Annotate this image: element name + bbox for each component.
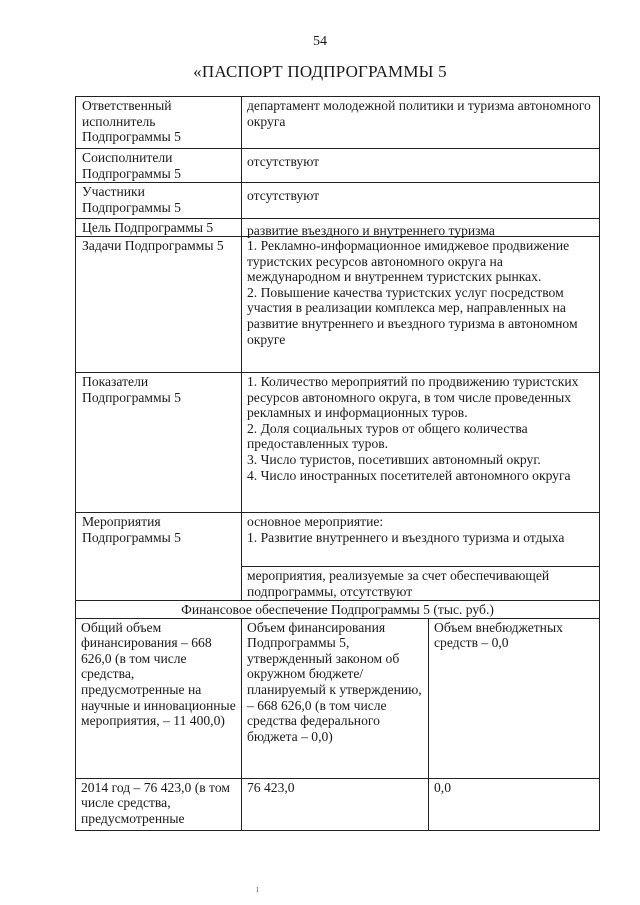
row-label: Показатели Подпрограммы 5: [76, 373, 242, 513]
row-value: [242, 149, 600, 183]
row-value: [242, 513, 600, 567]
finance-heading: Финансовое обеспечение Подпрограммы 5 (тыс. руб.): [76, 601, 600, 619]
row-value: мероприятия, реализуемые за счет обеспечивающей подпрограммы, отсутствуют: [242, 567, 600, 601]
finance-offbudget-cell: Объем внебюджетных средств – 0,0: [429, 618, 600, 778]
finance-heading-row: [76, 601, 600, 619]
indicator-item: 3. Число туристов, посетивших автономный округ.: [247, 451, 541, 467]
row-value-text: отсутствуют: [247, 188, 320, 203]
indicator-item: 4. Число иностранных посетителей автономного округа: [247, 467, 571, 483]
row-value: [242, 219, 600, 237]
row-responsible: [76, 97, 600, 149]
row-value: [242, 183, 600, 219]
row-label: Соисполнители Подпрограммы 5: [76, 149, 242, 183]
row-label: Участники Подпрограммы 5: [76, 183, 242, 219]
finance-total-cell: Общий объем финансирования – 668 626,0 (в том числе средства, предусмотренные на научные и инновационные мероприятия, – 11 400,0): [76, 618, 242, 778]
indicator-item: 2. Доля социальных туров от общего количества предоставленных туров.: [247, 420, 528, 452]
indicator-item: 1. Количество мероприятий по продвижению туристских ресурсов автономного округа, в том числе проведенных рекламных и информационных туров.: [247, 374, 579, 421]
activity-heading: основное мероприятие:: [247, 514, 384, 529]
scan-mark: ı: [256, 884, 259, 895]
row-value-text: отсутствуют: [247, 154, 320, 169]
row-value: [242, 237, 600, 373]
finance-year-row: [76, 778, 600, 830]
row-participants: [76, 183, 600, 219]
finance-budget-cell: Объем финансирования Подпрограммы 5, утвержденный законом об окружном бюджете/ планируемый к утверждению, – 668 626,0 (в том числе средства федерального бюджета – 0,0): [242, 618, 429, 778]
finance-year-offbudget-cell: 0,0: [429, 778, 600, 830]
task-item: 2. Повышение качества туристских услуг посредством участия в реализации комплекса мер, направленных на развитие внутреннего и въездного туризма в автономном округе: [247, 284, 578, 347]
finance-year-cell: 2014 год – 76 423,0 (в том числе средства, предусмотренные: [76, 778, 242, 830]
row-activities: [76, 513, 600, 567]
row-coexecutors: [76, 149, 600, 183]
document-title: «ПАСПОРТ ПОДПРОГРАММЫ 5: [193, 62, 447, 81]
row-goal: [76, 219, 600, 237]
finance-year-budget-cell: 76 423,0: [242, 778, 429, 830]
page-number: 54: [313, 34, 327, 49]
row-label: Цель Подпрограммы 5: [76, 219, 242, 237]
row-label: Мероприятия Подпрограммы 5: [76, 513, 242, 601]
row-value: департамент молодежной политики и туризма автономного округа: [242, 97, 600, 149]
row-label: Задачи Подпрограммы 5: [76, 237, 242, 373]
row-indicators: [76, 373, 600, 513]
task-item: 1. Рекламно-информационное имиджевое продвижение туристских ресурсов автономного округа на международном и внутреннем туристских рынках.: [247, 238, 570, 285]
row-label: Ответственный исполнитель Подпрограммы 5: [76, 97, 242, 149]
row-tasks: [76, 237, 600, 373]
activity-item: 1. Развитие внутреннего и въездного туризма и отдыха: [247, 529, 565, 545]
passport-table: [75, 96, 600, 831]
row-value-text: развитие въездного и внутреннего туризма: [247, 223, 495, 238]
row-value: [242, 373, 600, 513]
finance-total-row: [76, 618, 600, 778]
